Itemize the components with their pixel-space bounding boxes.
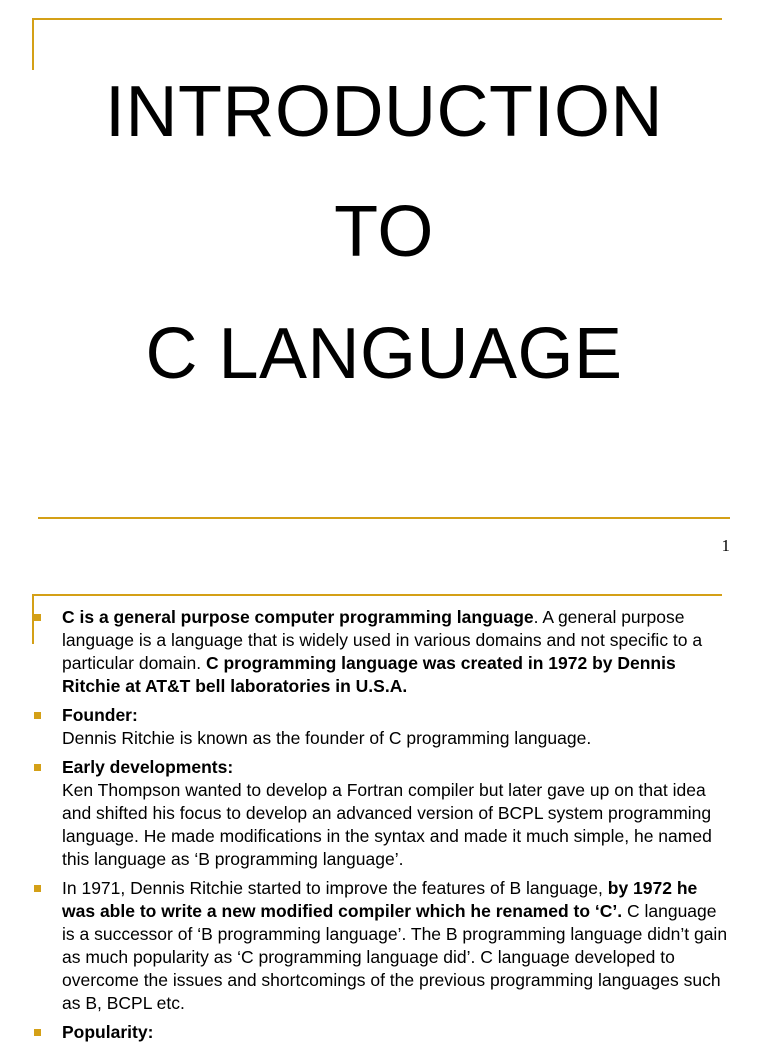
- early-developments-text: Ken Thompson wanted to develop a Fortran compiler but later gave up on that idea and shifted his focus to develop an advanced version of BCPL system programming language. He made modifications in the syntax and made it much simple, he named this language as ‘B programming language’.: [62, 780, 712, 869]
- page-number: 1: [721, 536, 730, 555]
- slide1-top-rule: [32, 18, 722, 20]
- early-developments-heading: Early developments:: [62, 757, 234, 777]
- slide2-top-rule: [32, 594, 722, 596]
- history-text-2: C language is a successor of ‘B programming language’. The B programming language didn’t gain as much popularity as ‘C programming language did’. C language developed to overcome the issues and shortcomings of the previous programming languages such as B, BCPL etc.: [62, 901, 728, 1013]
- square-bullet-icon: [34, 1029, 41, 1036]
- square-bullet-icon: [34, 712, 41, 719]
- definition-text: . A general purpose language is a language that is widely used in various domains and not specific to a particular domain.: [62, 607, 703, 673]
- history-bold: by 1972 he was able to write a new modified compiler which he renamed to ‘C’.: [62, 878, 698, 921]
- definition-bold-2: C programming language was created in 1972 by Dennis Ritchie at AT&T bell laboratories in U.S.A.: [62, 653, 676, 696]
- slide1-left-rule: [32, 18, 34, 70]
- history-text-1: In 1971, Dennis Ritchie started to improve the features of B language,: [62, 878, 608, 898]
- definition-bold-1: C is a general purpose computer programming language: [62, 607, 534, 627]
- founder-heading: Founder:: [62, 705, 138, 725]
- square-bullet-icon: [34, 614, 41, 621]
- title-line-1: INTRODUCTION: [105, 72, 663, 152]
- title-line-3: C LANGUAGE: [145, 314, 623, 394]
- square-bullet-icon: [34, 885, 41, 892]
- slide1-bottom-rule: [38, 517, 730, 519]
- title-line-2: TO: [334, 192, 434, 272]
- bullet-popularity: [30, 1021, 730, 1044]
- bullet-history: [30, 877, 730, 1015]
- founder-text: Dennis Ritchie is known as the founder of C programming language.: [62, 728, 592, 748]
- popularity-heading: Popularity:: [62, 1022, 154, 1042]
- square-bullet-icon: [34, 764, 41, 771]
- bullet-definition: [30, 606, 730, 698]
- bullet-founder: [30, 704, 730, 750]
- bullet-list: [30, 606, 730, 1050]
- bullet-early-developments: [30, 756, 730, 871]
